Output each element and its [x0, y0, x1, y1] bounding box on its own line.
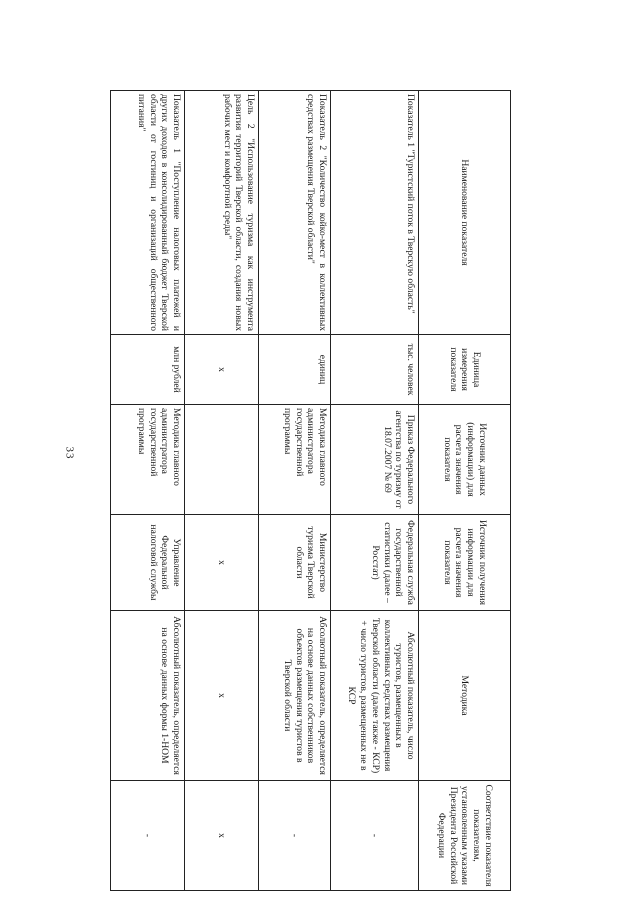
cell-unit: единиц — [259, 335, 331, 405]
table-header-row — [419, 91, 511, 891]
cell-data-source: Методика главного администратора государственной программы — [111, 405, 185, 515]
cell-info-source: Федеральная служба государственной статистики (далее – Росстат) — [331, 515, 419, 611]
cell-data-source — [185, 405, 259, 515]
cell-method: Абсолютный показатель, число туристов, размещенных в коллективных средствах размещения Тверской области (далее также - КСР) + число туристов, размещенных не в КСР — [331, 611, 419, 781]
cell-indicator-name: Цель 2 "Использование туризма как инструмента развития территорий Тверской области, создания новых рабочих мест и комфортной среды" — [185, 91, 259, 335]
cell-info-source: х — [185, 515, 259, 611]
header-decree-compliance: Соответствие показателя показателям, установленным указами Президента Российской Федерации — [419, 781, 511, 891]
cell-data-source: Приказ Федерального агентства по туризму от 18.07.2007 № 69 — [331, 405, 419, 515]
header-indicator-name: Наименование показателя — [419, 91, 511, 335]
cell-indicator-name: Показатель 2 "Количество койко-мест в коллективных средствах размещения Тверской области" — [259, 91, 331, 335]
cell-decree-compliance: х — [185, 781, 259, 891]
indicator-table-wrapper — [111, 90, 511, 890]
cell-info-source: Министерство туризма Тверской области — [259, 515, 331, 611]
header-method: Методика — [419, 611, 511, 781]
table-row — [111, 91, 185, 891]
header-data-source: Источник данных (информации) для расчета значения показателя — [419, 405, 511, 515]
cell-unit: тыс. человек — [331, 335, 419, 405]
cell-decree-compliance: - — [259, 781, 331, 891]
cell-unit: млн рублей — [111, 335, 185, 405]
table-row — [331, 91, 419, 891]
cell-indicator-name: Показатель 1 "Туристский поток в Тверскую область" — [331, 91, 419, 335]
cell-indicator-name: Показатель 1 "Поступление налоговых платежей и других доходов в консолидированный бюджет Тверской области от гостиниц и организаций общественного питания" — [111, 91, 185, 335]
table-row — [185, 91, 259, 891]
cell-method: Абсолютный показатель, определяется на основе данных формы 1-НОМ — [111, 611, 185, 781]
header-unit: Единица измерения показателя — [419, 335, 511, 405]
page-number: 33 — [63, 446, 76, 460]
indicator-table — [110, 90, 511, 891]
cell-unit: х — [185, 335, 259, 405]
table-row — [259, 91, 331, 891]
header-info-source: Источник получения информации для расчета значения показателя — [419, 515, 511, 611]
cell-decree-compliance: - — [331, 781, 419, 891]
cell-method: х — [185, 611, 259, 781]
cell-data-source: Методика главного администратора государственной программы — [259, 405, 331, 515]
cell-decree-compliance: - — [111, 781, 185, 891]
cell-info-source: Управление Федеральной налоговой службы — [111, 515, 185, 611]
cell-method: Абсолютный показатель, определяется на основе данных собственников объектов размещения туристов в Тверской области — [259, 611, 331, 781]
